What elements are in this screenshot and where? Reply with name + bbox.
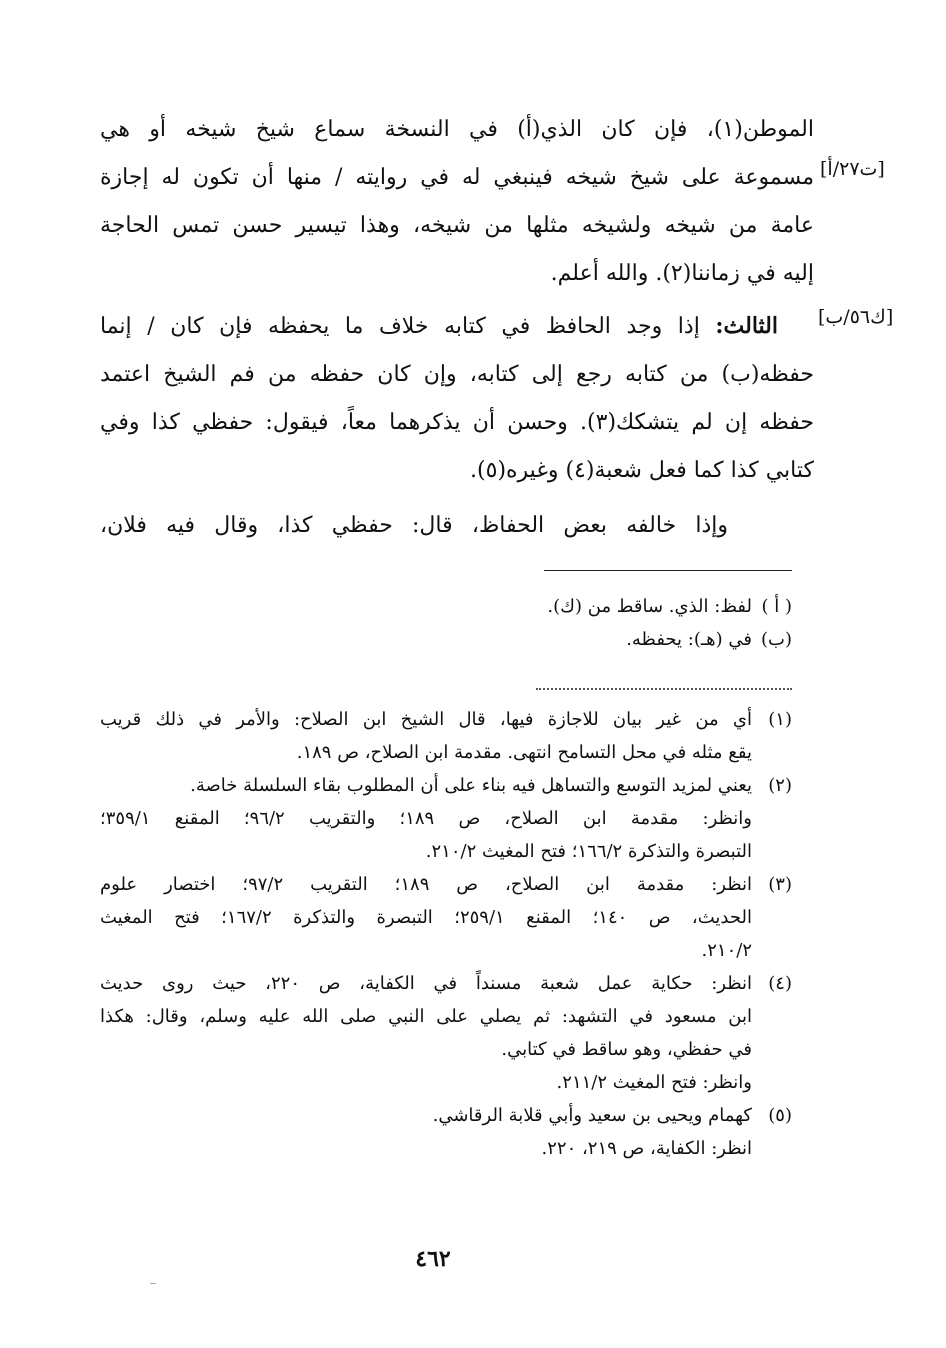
main-paragraph-3 (100, 502, 814, 550)
note-line: وانظر: مقدمة ابن الصلاح، ص ١٨٩؛ والتقريب ٩٦/٢؛ المقنع ٣٥٩/١؛ (100, 808, 752, 829)
note-line: في (هـ): يحفظه. (626, 629, 752, 650)
text-line: حفظه(ب) من كتابه رجع إلى كتابه، وإن كان حفظه من فم الشيخ اعتمد (100, 362, 814, 387)
margin-manuscript-ref-2: [ك٥٦/ب] (818, 306, 894, 328)
numbered-footnotes (100, 703, 792, 1165)
note-marker: ( أ ) (761, 596, 792, 617)
note-marker: (ب) (761, 629, 792, 650)
note-marker: (١) (768, 709, 792, 730)
main-paragraph-1 (100, 106, 814, 298)
note-marker: (٢) (768, 775, 792, 796)
note-line: انظر: مقدمة ابن الصلاح، ص ١٨٩؛ التقريب ٩٧/٢؛ اختصار علوم (100, 874, 752, 895)
margin-manuscript-ref-1: [ت٢٧/أ] (820, 158, 885, 180)
text-line: حفظه إن لم يتشكك(٣). وحسن أن يذكرهما معاً، فيقول: حفظي كذا وفي (100, 410, 814, 435)
footnote-dotted-separator (536, 688, 792, 690)
text-line: مسموعة على شيخ شيخه فينبغي له في روايته / منها أن تكون له إجازة (100, 165, 814, 190)
main-paragraph-2 (100, 302, 814, 495)
section-heading: الثالث: (715, 313, 778, 339)
note-line: ٢١٠/٢. (701, 940, 752, 961)
text-line: عامة من شيخه ولشيخه مثلها من شيخه، وهذا تيسير حسن تمس الحاجة (100, 213, 814, 238)
text-line: كتابي كذا كما فعل شعبة(٤) وغيره(٥). (470, 458, 814, 483)
footnote-separator (544, 570, 792, 571)
note-marker: (٤) (768, 973, 792, 994)
note-line: ابن مسعود في التشهد: ثم يصلي على النبي صلى الله عليه وسلم، وقال: هكذا (100, 1006, 752, 1027)
note-line: انظر: الكفاية، ص ٢١٩، ٢٢٠. (541, 1138, 752, 1159)
note-marker: (٥) (768, 1105, 792, 1126)
note-line: التبصرة والتذكرة ١٦٦/٢؛ فتح المغيث ٢١٠/٢. (425, 841, 752, 862)
text-line: الموطن(١)، فإن كان الذي(أ) في النسخة سماع شيخ شيخه أو هي (100, 117, 814, 142)
note-line: لفظ: الذي. ساقط من (ك). (547, 596, 752, 617)
note-line: انظر: حكاية عمل شعبة مسنداً في الكفاية، ص ٢٢٠، حيث روى حديث (100, 973, 752, 994)
footnote (100, 703, 792, 769)
footnote (100, 769, 792, 868)
note-line: أي من غير بيان للاجازة فيها، قال الشيخ ابن الصلاح: والأمر في ذلك قريب (100, 709, 752, 730)
text-line: وإذا خالفه بعض الحفاظ، قال: حفظي كذا، وقال فيه فلان، (100, 513, 728, 538)
footnote (100, 967, 792, 1099)
page-number: ٤٦٢ (415, 1246, 451, 1272)
variant-note (100, 623, 792, 656)
variant-notes (100, 590, 792, 656)
note-line: يعني لمزيد التوسع والتساهل فيه بناء على أن المطلوب بقاء السلسلة خاصة. (190, 775, 752, 796)
note-marker: (٣) (768, 874, 792, 895)
footnote (100, 868, 792, 967)
text-line (100, 302, 814, 351)
note-line: كهمام ويحيى بن سعيد وأبي قلابة الرقاشي. (432, 1105, 752, 1126)
text-line: إليه في زماننا(٢). والله أعلم. (550, 261, 814, 286)
scan-mark (150, 1283, 156, 1284)
note-line: الحديث، ص ١٤٠؛ المقنع ٢٥٩/١؛ التبصرة والتذكرة ١٦٧/٢؛ فتح المغيث (100, 907, 752, 928)
footnote (100, 1099, 792, 1165)
note-line: وانظر: فتح المغيث ٢١١/٢. (556, 1072, 752, 1093)
text-segment: إذا وجد الحافظ في كتابه خلاف ما يحفظه فإن كان / إنما (100, 314, 716, 339)
variant-note (100, 590, 792, 623)
note-line: في حفظي، وهو ساقط في كتابي. (501, 1039, 752, 1060)
note-line: يقع مثله في محل التسامح انتهى. مقدمة ابن الصلاح، ص ١٨٩. (296, 742, 752, 763)
